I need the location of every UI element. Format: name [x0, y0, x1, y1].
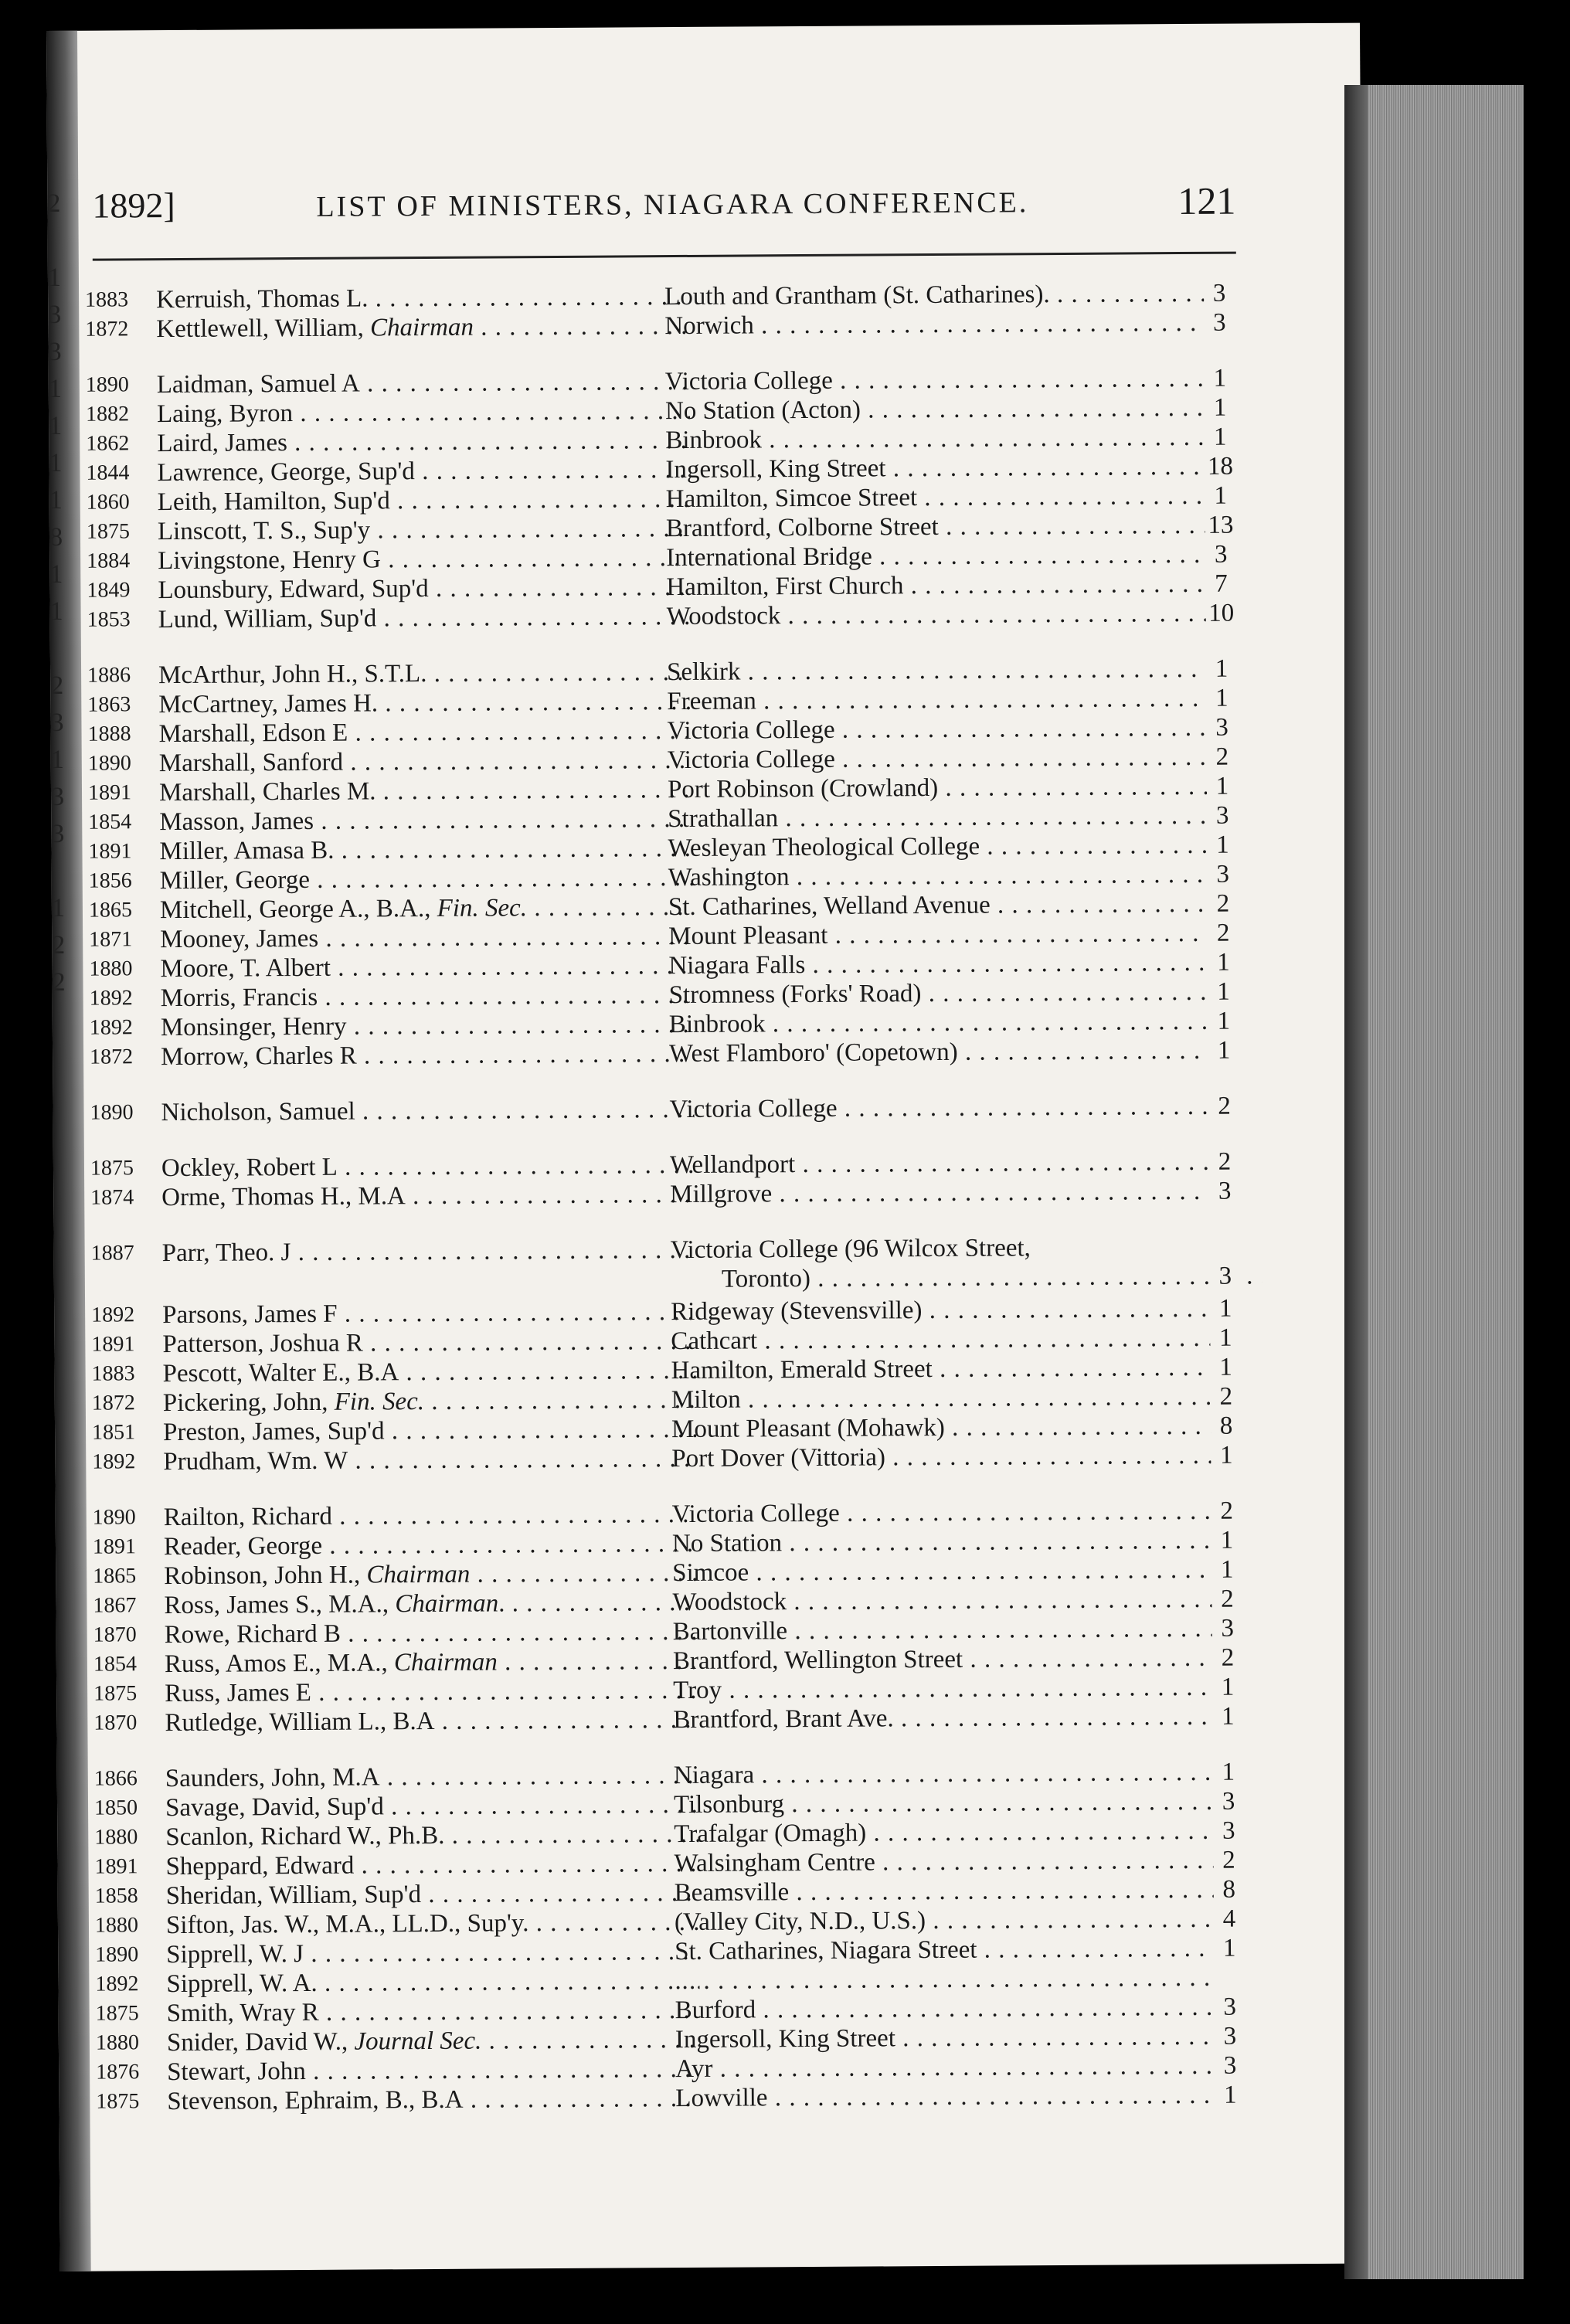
entry-name: Pescott, Walter E., B.A . . . — [163, 1356, 696, 1388]
entry-name: Laing, Byron . . . — [157, 396, 690, 429]
entry-year: 1880 — [94, 1913, 139, 1938]
entry-year: 1890 — [92, 1505, 136, 1530]
page-number: 121 — [1178, 178, 1236, 223]
entry-years: 2 — [1211, 1382, 1242, 1412]
entry-years: 1 — [1207, 772, 1238, 801]
entry-year: 1874 — [90, 1185, 134, 1210]
entry-years: 3 — [1205, 540, 1236, 569]
entry-station: West Flamboro' (Copetown) . . . — [669, 1036, 1210, 1069]
margin-digit: 3 — [48, 300, 62, 329]
entry-year: 1856 — [88, 868, 132, 893]
entry-years: 2 — [1212, 1643, 1243, 1673]
entry-name: Marshall, Sanford . . . — [159, 746, 692, 778]
entry-station: Victoria College . . . — [672, 1497, 1213, 1529]
margin-digit: 2 — [50, 671, 64, 700]
entry-years: 1 — [1205, 393, 1235, 423]
entry-years: 1 — [1211, 1555, 1242, 1585]
entry-years: 4 — [1214, 1904, 1245, 1934]
entry-years: 2 — [1207, 742, 1238, 772]
entry-year: 1872 — [91, 1391, 135, 1415]
entry-year: 1892 — [91, 1303, 135, 1327]
entry-year: 1891 — [88, 839, 132, 864]
margin-digit: 2 — [47, 189, 61, 218]
entry-name: Livingstone, Henry G . . . — [158, 543, 691, 576]
entry-name: McCartney, James H. . . . — [158, 687, 692, 719]
entry-years: 1 — [1211, 1441, 1242, 1470]
entry-station: St. Catharines, Welland Avenue . . . — [668, 889, 1209, 922]
margin-digit: 1 — [48, 374, 62, 403]
entry-years: 1 — [1206, 654, 1237, 684]
entry-name: Rowe, Richard B . . . — [165, 1617, 698, 1650]
entry-name: Sipprell, W. J . . . — [166, 1937, 699, 1969]
entry-name: Sheridan, William, Sup'd . . . — [166, 1878, 699, 1911]
entry-year: 1872 — [85, 317, 129, 341]
entry-years: 3 — [1215, 2051, 1245, 2081]
entry-year: 1854 — [88, 810, 132, 834]
entry-station: Victoria College . . . — [669, 1092, 1210, 1124]
entry-name: Russ, James E . . . — [165, 1676, 698, 1708]
entry-year: 1882 — [85, 402, 130, 426]
entry-station: Tilsonburg . . . — [674, 1787, 1215, 1819]
page-header — [92, 178, 1235, 232]
entry-years: 10 — [1206, 599, 1237, 628]
entry-station: Bartonville . . . — [673, 1614, 1214, 1646]
entry-year: 1880 — [89, 956, 133, 981]
margin-digit: 1 — [49, 411, 63, 440]
header-rule — [93, 252, 1236, 261]
margin-digit — [48, 223, 68, 260]
entry-name: McArthur, John H., S.T.L. . . . — [158, 657, 692, 690]
entry-years: 1 — [1208, 1007, 1239, 1036]
entry-name: Sifton, Jas. W., M.A., LL.D., Sup'y. . . . — [166, 1908, 699, 1940]
margin-digit: 8 — [49, 522, 63, 552]
margin-digit: 1 — [49, 485, 63, 515]
entry-year: 1853 — [87, 607, 131, 632]
entry-years: 3 — [1210, 1262, 1241, 1291]
entry-name: Stewart, John . . . — [167, 2054, 700, 2087]
entry-name: Savage, David, Sup'd . . . — [165, 1790, 698, 1823]
entry-station: Woodstock . . . — [672, 1585, 1213, 1617]
margin-digit: 1 — [49, 596, 63, 626]
entry-year: 1875 — [96, 2089, 140, 2114]
entry-year: 1875 — [90, 1156, 134, 1181]
entry-station: Ridgeway (Stevensville) . . . — [671, 1294, 1211, 1327]
entry-years: 1 — [1208, 1036, 1239, 1065]
entry-year: 1890 — [85, 372, 129, 397]
margin-digit: 1 — [47, 263, 62, 292]
entry-station: Millgrove . . . — [670, 1177, 1211, 1209]
entry-name: Orme, Thomas H., M.A . . . — [161, 1180, 695, 1212]
entry-years: 2 — [1211, 1585, 1242, 1614]
entry-year: 1892 — [92, 1449, 136, 1474]
margin-digit: 3 — [50, 782, 65, 811]
entry-year: 1858 — [94, 1884, 138, 1908]
entry-name: Russ, Amos E., M.A., Chairman . . . — [165, 1646, 698, 1679]
entry-name: Ross, James S., M.A., Chairman. . . . — [164, 1588, 697, 1620]
entry-station: Ayr . . . — [675, 2051, 1216, 2084]
entry-station: International Bridge . . . — [666, 540, 1207, 573]
entry-years: 1 — [1211, 1526, 1242, 1555]
entry-year: 1863 — [87, 692, 131, 717]
entry-name: Morrow, Charles R . . . — [161, 1039, 694, 1072]
entry-years: 3 — [1204, 279, 1235, 308]
entry-year: 1849 — [87, 578, 131, 603]
entry-years: 3 — [1215, 2022, 1245, 2051]
entry-name: Prudham, Wm. W . . . — [163, 1444, 696, 1476]
entry-years: 3 — [1208, 860, 1239, 889]
entry-years: 13 — [1205, 511, 1236, 540]
entry-station: No Station (Acton) . . . — [665, 393, 1206, 426]
entry-station: Binbrook . . . — [669, 1007, 1210, 1039]
entry-name: Laidman, Samuel A . . . — [157, 367, 690, 399]
entry-station: Victoria College . . . — [665, 364, 1206, 396]
entry-name: Nicholson, Samuel . . . — [161, 1095, 694, 1127]
list-item — [96, 2080, 1255, 2116]
entry-station: St. Catharines, Niagara Street . . . — [675, 1934, 1215, 1966]
entry-name: Monsinger, Henry . . . — [161, 1010, 694, 1042]
entry-name: Smith, Wray R . . . — [167, 1996, 700, 2028]
entry-years: 1 — [1205, 423, 1235, 452]
entry-years: 2 — [1209, 1147, 1240, 1177]
margin-digit: 3 — [51, 819, 65, 848]
entry-year: 1891 — [92, 1534, 137, 1559]
entry-year: 1870 — [93, 1622, 137, 1647]
entry-name: Kerruish, Thomas L. . . . — [156, 282, 689, 314]
entry-years: 3 — [1207, 801, 1238, 831]
entry-name: Reader, George . . . — [164, 1529, 697, 1561]
entry-station: Victoria College . . . — [668, 742, 1208, 775]
entry-name: Lounsbury, Edward, Sup'd . . . — [158, 573, 691, 605]
entry-years: 1 — [1214, 1934, 1245, 1963]
entry-name: Patterson, Joshua R . . . — [162, 1327, 695, 1359]
entry-years: 1 — [1210, 1353, 1241, 1382]
entry-year: 1875 — [93, 1681, 138, 1706]
margin-digit: 2 — [52, 930, 66, 960]
entry-year: 1883 — [91, 1361, 135, 1386]
entry-name: Scanlon, Richard W., Ph.B. . . . — [165, 1819, 698, 1852]
entry-year: 1875 — [95, 2001, 139, 2026]
entry-station: Hamilton, First Church . . . — [666, 569, 1207, 602]
entry-station: Port Dover (Vittoria) . . . — [671, 1441, 1212, 1473]
entry-station: Wesleyan Theological College . . . — [668, 831, 1208, 863]
entry-name: Mooney, James . . . — [160, 922, 693, 954]
entry-station: Brantford, Colborne Street . . . — [666, 511, 1207, 543]
entry-year: 1891 — [87, 780, 132, 805]
entry-station: Ingersoll, King Street . . . — [665, 452, 1206, 484]
entry-station: Binbrook . . . — [665, 423, 1206, 455]
entry-name: Snider, David W., Journal Sec. . . . — [167, 2025, 700, 2057]
entry-year: 1880 — [95, 2030, 140, 2055]
entry-name: Preston, James, Sup'd . . . — [163, 1415, 696, 1447]
entry-year: 1886 — [87, 663, 131, 688]
entry-name: Railton, Richard . . . — [164, 1500, 697, 1532]
entry-name: Pickering, John, Fin. Sec. . . . — [163, 1385, 696, 1418]
entry-year: 1865 — [93, 1564, 137, 1588]
entry-station: Ingersoll, King Street . . . — [675, 2022, 1216, 2054]
entry-station: Milton . . . — [671, 1382, 1212, 1415]
entry-year: 1883 — [85, 287, 129, 312]
entry-year: 1892 — [95, 1972, 139, 1996]
entry-year: 1850 — [93, 1796, 138, 1820]
entry-years: 3 — [1204, 308, 1235, 338]
entry-years: 3 — [1213, 1816, 1244, 1846]
entry-years: 1 — [1207, 831, 1238, 860]
page-edges — [1344, 85, 1524, 2279]
entry-name: Miller, George . . . — [160, 863, 693, 895]
entry-name: Stevenson, Ephraim, B., B.A . . . — [167, 2084, 700, 2116]
entry-station: Burford . . . — [675, 1993, 1216, 2025]
entry-years: 1 — [1208, 977, 1239, 1007]
entry-station: Washington . . . — [668, 860, 1209, 892]
entry-year: 1867 — [93, 1593, 137, 1618]
entry-name: Saunders, John, M.A . . . — [165, 1761, 698, 1793]
entry-station: Woodstock . . . — [667, 599, 1208, 631]
entry-year: 1890 — [87, 751, 131, 776]
entry-station: Wellandport . . . — [670, 1147, 1211, 1180]
page-title: LIST OF MINISTERS, NIAGARA CONFERENCE. — [316, 186, 1029, 223]
entry-year: 1844 — [86, 460, 130, 485]
entry-name: Marshall, Edson E . . . — [158, 716, 692, 749]
entry-years: 2 — [1208, 919, 1239, 948]
entry-year: 1876 — [96, 2060, 140, 2084]
entry-station: Selkirk . . . — [667, 654, 1208, 687]
entry-years: 8 — [1211, 1412, 1242, 1441]
entry-name: Sheppard, Edward . . . — [165, 1849, 698, 1881]
entry-year: 1891 — [91, 1332, 135, 1357]
entry-year: 1854 — [93, 1652, 138, 1677]
entry-name: Parsons, James F . . . — [162, 1297, 695, 1330]
entry-years: 1 — [1212, 1673, 1243, 1702]
entry-station: Niagara Falls . . . — [668, 948, 1209, 980]
entry-station: Lowville . . . — [675, 2081, 1216, 2113]
entry-station: Freeman . . . — [667, 684, 1208, 716]
margin-digit — [51, 853, 71, 890]
margin-digit: 1 — [49, 448, 63, 477]
entry-year: 1870 — [93, 1711, 138, 1735]
entry-year: 1866 — [93, 1766, 138, 1791]
entry-year: 1865 — [88, 898, 133, 922]
entry-name: Ockley, Robert L . . . — [161, 1150, 695, 1183]
entry-station: Hamilton, Emerald Street . . . — [671, 1353, 1211, 1385]
entry-station: Victoria College . . . — [667, 713, 1208, 746]
entry-years: 1 — [1213, 1758, 1244, 1787]
entry-station: Trafalgar (Omagh) . . . — [674, 1816, 1215, 1849]
entry-years: 8 — [1214, 1875, 1245, 1904]
entry-station: Mount Pleasant (Mohawk) . . . — [671, 1412, 1212, 1444]
entry-station: Toronto) . . . — [722, 1261, 1262, 1293]
entry-years: 2 — [1213, 1846, 1244, 1875]
entry-name: Marshall, Charles M. . . . — [159, 775, 692, 807]
entry-station: Troy . . . — [673, 1673, 1214, 1705]
margin-digit: 3 — [50, 708, 64, 737]
entry-years: 1 — [1210, 1323, 1241, 1353]
entry-name: Linscott, T. S., Sup'y . . . — [158, 514, 691, 546]
entry-year: 1890 — [95, 1942, 139, 1967]
entry-name: Masson, James . . . — [159, 804, 692, 837]
entry-year: 1875 — [86, 519, 131, 544]
entry-year: 1880 — [94, 1825, 138, 1850]
entry-years: 1 — [1210, 1294, 1241, 1323]
ministers-list — [85, 279, 1255, 2117]
entry-station: Cathcart . . . — [671, 1323, 1211, 1356]
entry-station: No Station . . . — [672, 1526, 1213, 1558]
entry-station: Norwich . . . — [664, 308, 1205, 341]
entry-year: 1887 — [90, 1241, 134, 1266]
entry-name: Moore, T. Albert . . . — [160, 951, 693, 984]
margin-digit: 1 — [49, 559, 63, 589]
entry-year: 1884 — [87, 549, 131, 573]
entry-year: 1862 — [86, 431, 130, 456]
entry-year — [91, 1268, 159, 1269]
entry-name: Rutledge, William L., B.A . . . — [165, 1705, 698, 1738]
entry-year: 1872 — [90, 1045, 134, 1069]
entry-years: 1 — [1205, 481, 1236, 511]
entry-years: 18 — [1205, 452, 1235, 481]
entry-station: Simcoe . . . — [672, 1555, 1213, 1588]
entry-station: Brantford, Wellington Street . . . — [673, 1643, 1214, 1676]
entry-years: 1 — [1212, 1702, 1243, 1731]
entry-years: 3 — [1213, 1787, 1244, 1816]
entry-year: 1871 — [89, 927, 133, 952]
margin-digit — [50, 630, 70, 668]
entry-year: 1888 — [87, 722, 131, 746]
entry-station: Hamilton, Simcoe Street . . . — [666, 481, 1207, 514]
margin-digit: 3 — [48, 337, 62, 366]
entry-years: 1 — [1208, 948, 1239, 977]
entry-years: 3 — [1209, 1177, 1240, 1206]
entry-year: 1860 — [86, 490, 130, 515]
entry-station: Stromness (Forks' Road) . . . — [669, 977, 1210, 1010]
entry-years: 3 — [1215, 1993, 1245, 2022]
entry-station: (Valley City, N.D., U.S.) . . . — [675, 1904, 1215, 1937]
entry-years: 2 — [1208, 889, 1239, 919]
entry-name: Kettlewell, William, Chairman . . . — [156, 311, 689, 344]
entry-years: 7 — [1205, 569, 1236, 599]
entry-years: 3 — [1212, 1614, 1243, 1643]
entry-year: 1890 — [90, 1100, 134, 1125]
entry-station: Victoria College (96 Wilcox Street, — [670, 1234, 1031, 1265]
entry-name: Sipprell, W. A. . . . — [166, 1966, 699, 1999]
entry-station: Strathallan . . . — [668, 801, 1208, 834]
entry-station: Niagara . . . — [674, 1758, 1215, 1790]
margin-digit: 2 — [52, 967, 66, 997]
entry-years: 1 — [1206, 684, 1237, 713]
header-year: 1892] — [92, 185, 175, 226]
entry-years: 3 — [1206, 713, 1237, 742]
entry-year: 1851 — [91, 1420, 136, 1445]
entry-name: Lawrence, George, Sup'd . . . — [157, 455, 690, 488]
entry-station — [675, 1963, 1215, 1996]
entry-name: Miller, Amasa B. . . . — [159, 834, 692, 866]
entry-years: 1 — [1205, 364, 1235, 393]
entry-name: Morris, Francis . . . — [161, 980, 694, 1013]
entry-name: Laird, James . . . — [157, 426, 690, 458]
book-page — [46, 23, 1374, 2271]
entry-station: Brantford, Brant Ave. . . . — [673, 1702, 1214, 1735]
entry-station: Louth and Grantham (St. Catharines). . . . — [664, 279, 1205, 311]
entry-name: Parr, Theo. J . . . — [162, 1235, 695, 1268]
entry-name: Leith, Hamilton, Sup'd . . . — [158, 484, 691, 517]
entry-name: Lund, William, Sup'd . . . — [158, 602, 692, 634]
entry-years: 2 — [1208, 1092, 1239, 1121]
entry-years: 1 — [1215, 2081, 1245, 2110]
entry-station: Walsingham Centre . . . — [674, 1846, 1215, 1878]
entry-years: 2 — [1211, 1497, 1242, 1526]
entry-station: Mount Pleasant . . . — [668, 919, 1209, 951]
entry-name: Robinson, John H., Chairman . . . — [164, 1558, 697, 1591]
entry-year: 1891 — [94, 1854, 138, 1879]
margin-digit: 1 — [51, 893, 66, 922]
entry-station: Port Robinson (Crowland) . . . — [668, 772, 1208, 804]
entry-year: 1892 — [89, 1015, 133, 1040]
entry-year: 1892 — [89, 986, 133, 1011]
margin-digit: 1 — [50, 745, 64, 774]
entry-station: Beamsville . . . — [675, 1875, 1215, 1908]
entry-name: Mitchell, George A., B.A., Fin. Sec. . . . — [160, 892, 693, 925]
